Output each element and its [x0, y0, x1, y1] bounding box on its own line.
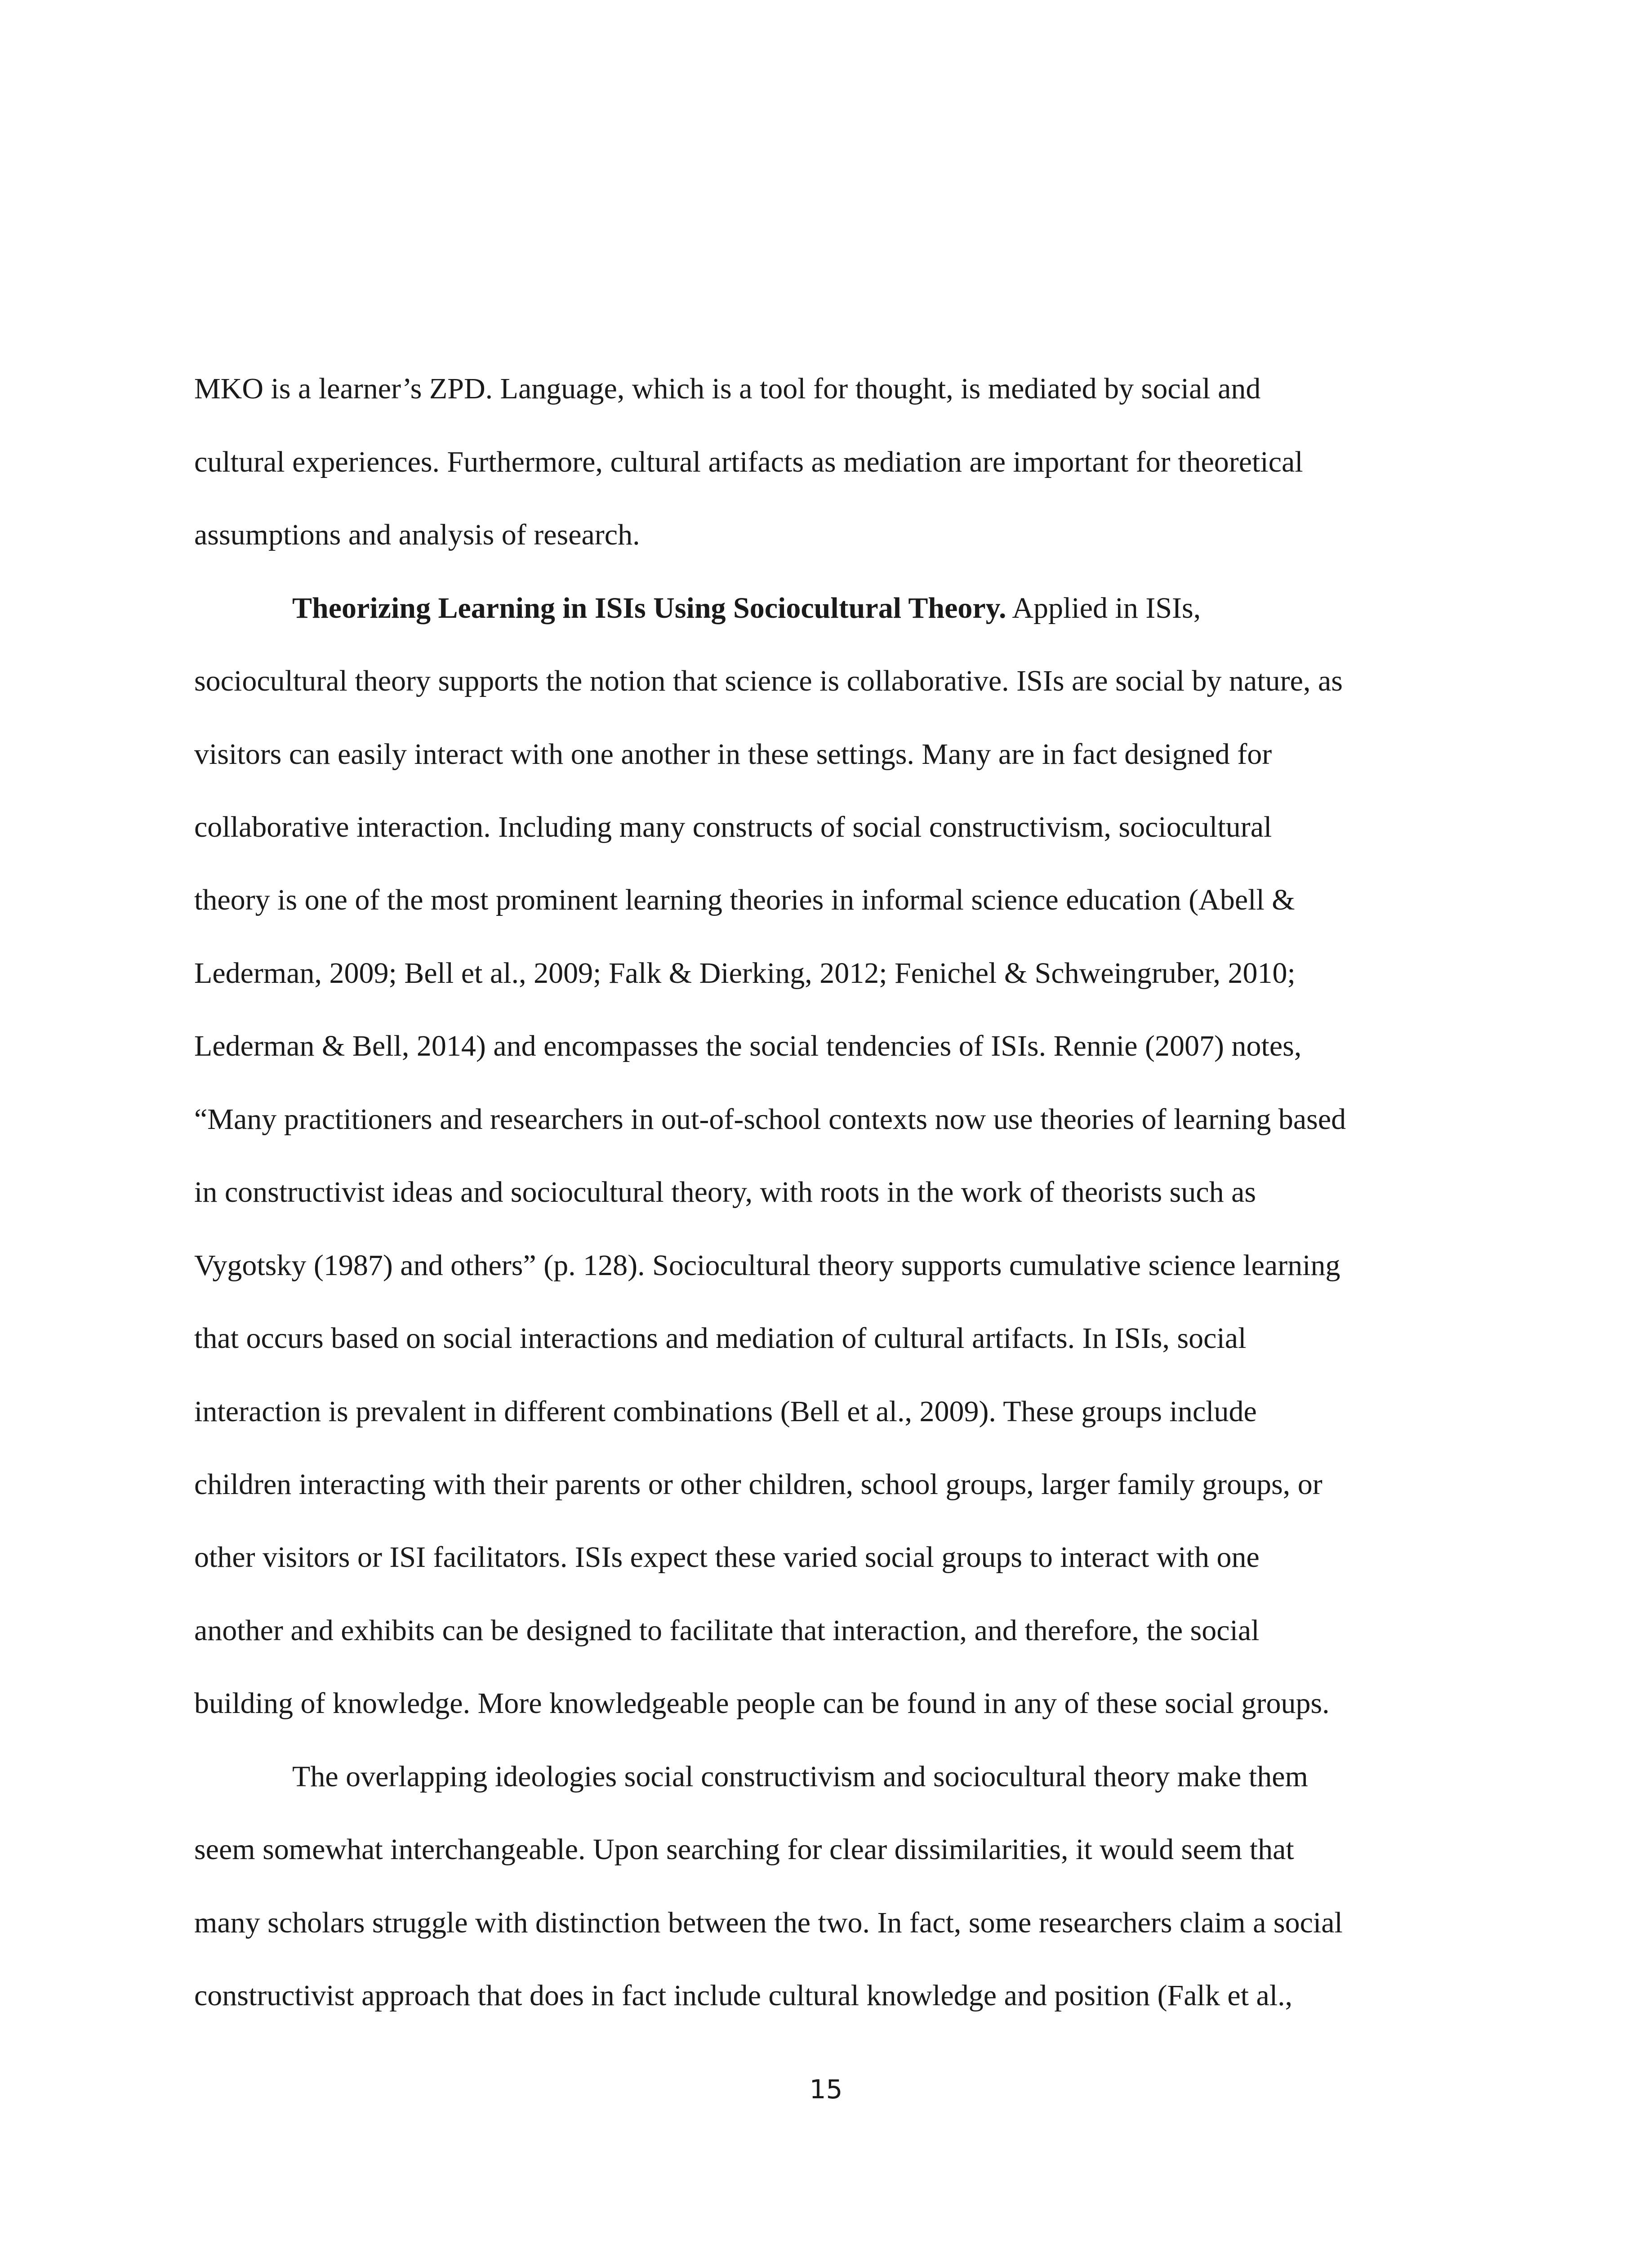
body-text-line: sociocultural theory supports the notion that science is collaborative. ISIs are social by nature, as — [194, 665, 1343, 697]
body-text-line: theory is one of the most prominent learning theories in informal science education (Abell & — [194, 883, 1295, 916]
body-text-line: seem somewhat interchangeable. Upon searching for clear dissimilarities, it would seem that — [194, 1833, 1294, 1866]
body-text-line: interaction is prevalent in different combinations (Bell et al., 2009). These groups include — [194, 1395, 1257, 1428]
body-text-line: in constructivist ideas and sociocultural theory, with roots in the work of theorists such as — [194, 1176, 1256, 1209]
page-number: 15 — [809, 2074, 843, 2105]
body-text-line: Lederman & Bell, 2014) and encompasses the social tendencies of ISIs. Rennie (2007) notes, — [194, 1030, 1302, 1062]
body-text-line: children interacting with their parents or other children, school groups, larger family groups, or — [194, 1468, 1322, 1501]
body-text-line: another and exhibits can be designed to facilitate that interaction, and therefore, the social — [194, 1614, 1260, 1647]
section-heading: Theorizing Learning in ISIs Using Sociocultural Theory. — [292, 592, 1006, 624]
body-text-line: “Many practitioners and researchers in out-of-school contexts now use theories of learning based — [194, 1103, 1346, 1136]
section-heading-line — [292, 590, 1201, 626]
body-text-line: constructivist approach that does in fact include cultural knowledge and position (Falk et al., — [194, 1979, 1293, 2012]
body-text-line: other visitors or ISI facilitators. ISIs expect these varied social groups to interact with one — [194, 1541, 1260, 1574]
body-text-line: building of knowledge. More knowledgeable people can be found in any of these social groups. — [194, 1687, 1330, 1720]
body-text-line: many scholars struggle with distinction between the two. In fact, some researchers claim a social — [194, 1906, 1343, 1939]
body-text-line: Vygotsky (1987) and others” (p. 128). Sociocultural theory supports cumulative science learning — [194, 1249, 1340, 1282]
body-text-run: Applied in ISIs, — [1006, 592, 1201, 624]
body-text-line: Lederman, 2009; Bell et al., 2009; Falk & Dierking, 2012; Fenichel & Schweingruber, 2010; — [194, 957, 1296, 990]
body-text-line: MKO is a learner’s ZPD. Language, which is a tool for thought, is mediated by social and — [194, 372, 1261, 405]
body-text-line: assumptions and analysis of research. — [194, 518, 640, 551]
body-text-line: collaborative interaction. Including many constructs of social constructivism, sociocultural — [194, 811, 1272, 843]
body-text-line: The overlapping ideologies social constructivism and sociocultural theory make them — [292, 1760, 1308, 1793]
body-text-line: visitors can easily interact with one another in these settings. Many are in fact designed for — [194, 738, 1272, 771]
body-text-line: that occurs based on social interactions and mediation of cultural artifacts. In ISIs, social — [194, 1322, 1247, 1355]
body-text-line: cultural experiences. Furthermore, cultural artifacts as mediation are important for theoretical — [194, 446, 1303, 478]
